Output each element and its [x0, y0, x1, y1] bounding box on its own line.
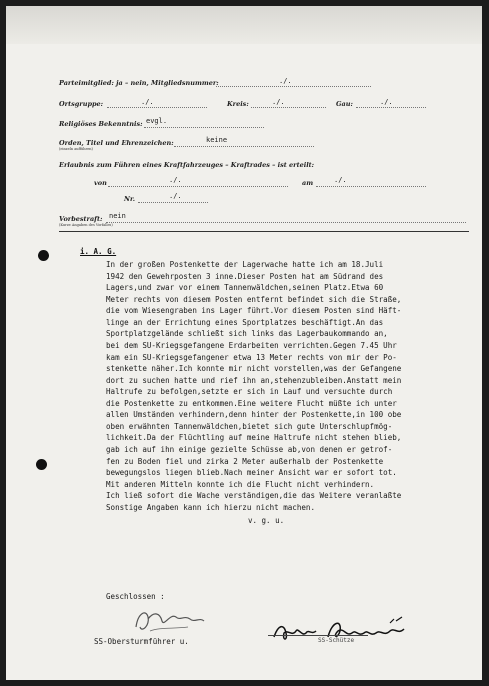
report-line: fen zu Boden fiel und zirka 2 Meter außerhalb der Postenkette	[106, 456, 384, 466]
form-bottom-rule	[59, 231, 469, 232]
report-line: dort zu suchen hatte und rief ihn an,stehenzubleiben.Anstatt mein	[106, 375, 402, 385]
report-body	[106, 259, 476, 513]
license-from-value: ./.	[169, 176, 182, 184]
report-line: 1942 den Gewehrposten 3 inne.Dieser Posten hat am Südrand des	[106, 271, 384, 281]
party-member-line	[216, 86, 371, 87]
gau-value: ./.	[380, 98, 393, 106]
report-line: In der großen Postenkette der Lagerwache hatte ich am 18.Juli	[106, 260, 384, 269]
report-line: Haltrufe zu befolgen,setzte er sich in Lauf und versuchte durch	[106, 387, 393, 397]
officer-title: SS-Obersturmführer u.	[94, 637, 189, 646]
punch-hole-top	[38, 250, 49, 261]
prior-convictions-value: nein	[109, 212, 126, 220]
religion-label: Religiöses Bekenntnis:	[59, 120, 143, 128]
prior-convictions-line	[106, 222, 466, 223]
report-line: die Postenkette zu entkommen.Eine weitere Flucht müßte ich unter	[106, 398, 397, 408]
license-label: Erlaubnis zum Führen eines Kraftfahrzeuges – Kraftrades – ist erteilt:	[59, 161, 315, 169]
local-group-line	[107, 107, 207, 108]
prior-convictions-sublabel: (Kurze Angaben des Vorfalles)	[59, 223, 113, 227]
party-member-label: Parteimitglied: ja – nein, Mitgliedsnummer:	[59, 79, 219, 87]
license-from-line	[108, 186, 288, 187]
gau-line	[356, 107, 426, 108]
religion-value: evgl.	[146, 117, 168, 125]
report-line: lichkeit.Da der Flüchtling auf meine Haltrufe nicht stehen blieb,	[106, 433, 402, 443]
license-number-value: ./.	[169, 192, 182, 200]
decorations-sublabel: (einzeln aufführen)	[59, 147, 93, 151]
report-line: gab ich auf ihn einige gezielte Schüsse ab,von denen er getrof-	[106, 445, 393, 454]
report-line: Ich ließ sofort die Wache verständigen,die das Weitere veranlaßte	[106, 491, 402, 501]
report-line: bei dem SU-Kriegsgefangene Erdarbeiten verrichten.Gegen 7.45 Uhr	[106, 340, 397, 350]
closed-label: Geschlossen :	[106, 592, 165, 601]
officer-signature	[130, 603, 210, 639]
decorations-line	[174, 146, 314, 147]
scan-edge	[6, 6, 482, 44]
report-heading: i. A. G.	[80, 247, 117, 256]
report-line: oben erwähnten Tannenwäldchen,bietet sich gute Unterschlupfmög-	[106, 421, 393, 431]
report-line: Lagers,und zwar vor einem Tannenwäldchen,seinen Platz.Etwa 60	[106, 283, 384, 293]
religion-line	[144, 127, 264, 128]
license-date-line	[316, 186, 426, 187]
local-group-label: Ortsgruppe:	[59, 100, 104, 108]
report-line: die vom Wiesengraben ins Lager führt.Vor diesem Posten sind Häft-	[106, 306, 402, 316]
punch-hole-bottom	[36, 459, 47, 470]
license-date-value: ./.	[334, 176, 347, 184]
report-line: Meter rechts von diesem Posten entfernt befindet sich die Straße,	[106, 294, 402, 304]
report-line: linge an der Errichtung eines Sportplatzes beschäftigt.An das	[106, 317, 384, 327]
license-number-label: Nr.	[124, 195, 136, 203]
report-line: allen Umständen verhindern,denn hinter der Postenkette,in 100 obe	[106, 410, 402, 420]
party-member-value: ./.	[279, 77, 292, 85]
license-from-label: von	[94, 179, 107, 187]
witness-title: SS-Schütze	[318, 637, 355, 644]
vgu-abbreviation: v. g. u.	[248, 516, 285, 525]
gau-label: Gau:	[336, 100, 353, 108]
license-date-label: am	[302, 179, 314, 187]
local-group-value: ./.	[141, 98, 154, 106]
report-line: bewegungslos liegen blieb.Nach meiner Ansicht war er sofort tot.	[106, 468, 397, 478]
report-line: Sonstige Angaben kann ich hierzu nicht machen.	[106, 502, 316, 512]
district-value: ./.	[272, 98, 285, 106]
district-line	[251, 107, 326, 108]
decorations-value: keine	[206, 136, 228, 144]
district-label: Kreis:	[227, 100, 249, 108]
witness-line	[268, 635, 368, 636]
report-line: Sportplatzgelände schließt sich links das Lagerbaukommando an,	[106, 329, 388, 339]
prior-convictions-label: Vorbestraft:	[59, 215, 103, 223]
report-line: kam ein SU-Kriegsgefangener etwa 13 Meter rechts von mir der Po-	[106, 352, 397, 362]
license-number-line	[138, 202, 208, 203]
report-line: Mit anderen Mitteln konnte ich die Flucht nicht verhindern.	[106, 479, 375, 489]
document-page	[6, 6, 482, 680]
decorations-label: Orden, Titel und Ehrenzeichen:	[59, 139, 174, 147]
report-line: stenkette näher.Ich konnte mir nicht vorstellen,was der Gefangene	[106, 364, 402, 374]
